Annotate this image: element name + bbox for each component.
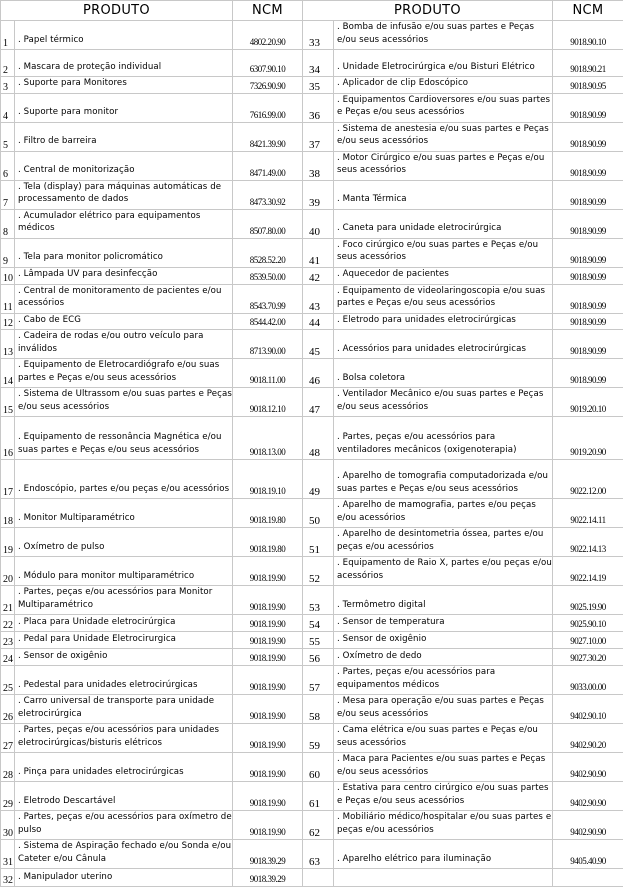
right-item-ncm: 9402.90.90 <box>553 811 623 840</box>
left-item-number: 30 <box>1 811 15 840</box>
right-item-product: . Bolsa coletora <box>334 359 553 388</box>
table-row <box>1 122 623 151</box>
right-item-product: . Aquecedor de pacientes <box>334 267 553 284</box>
table-row <box>1 388 623 417</box>
table-row <box>1 666 623 695</box>
right-item-number: 54 <box>303 615 334 632</box>
left-item-ncm: 8507.80.00 <box>233 209 303 238</box>
left-item-product: . Carro universal de transporte para unidade eletrocirúrgica <box>15 695 233 724</box>
table-row <box>1 209 623 238</box>
right-item-product: . Aparelho de mamografia, partes e/ou peças e/ou acessórios <box>334 499 553 528</box>
table-row <box>1 528 623 557</box>
left-item-number: 24 <box>1 649 15 666</box>
left-item-product: . Pedestal para unidades eletrocirúrgicas <box>15 666 233 695</box>
left-item-number: 9 <box>1 238 15 267</box>
table-row <box>1 284 623 313</box>
right-item-product: . Sistema de anestesia e/ou suas partes e Peças e/ou seus acessórios <box>334 122 553 151</box>
table-body <box>1 21 623 887</box>
left-item-product: . Oxímetro de pulso <box>15 528 233 557</box>
right-item-ncm: 9018.90.99 <box>553 238 623 267</box>
right-item-product: . Unidade Eletrocirúrgica e/ou Bisturi Elétrico <box>334 50 553 77</box>
right-item-ncm: 9402.90.90 <box>553 782 623 811</box>
right-item-product: . Equipamento de Raio X, partes e/ou peças e/ou acessórios <box>334 557 553 586</box>
left-item-product: . Pinça para unidades eletrocirúrgicas <box>15 753 233 782</box>
right-item-ncm: 9018.90.99 <box>553 151 623 180</box>
right-item-number: 63 <box>303 840 334 869</box>
left-item-product: . Sensor de oxigênio <box>15 649 233 666</box>
right-item-number: 49 <box>303 460 334 499</box>
right-item-product: . Estativa para centro cirúrgico e/ou suas partes e Peças e/ou seus acessórios <box>334 782 553 811</box>
left-item-number: 7 <box>1 180 15 209</box>
right-item-product: . Mobiliário médico/hospitalar e/ou suas partes e peças e/ou acessórios <box>334 811 553 840</box>
left-item-number: 2 <box>1 50 15 77</box>
left-item-product: . Tela para monitor policromático <box>15 238 233 267</box>
left-item-number: 15 <box>1 388 15 417</box>
right-item-ncm: 9019.20.90 <box>553 417 623 460</box>
left-item-product: . Cadeira de rodas e/ou outro veículo para inválidos <box>15 330 233 359</box>
right-item-number: 55 <box>303 632 334 649</box>
left-item-ncm: 7326.90.90 <box>233 77 303 94</box>
left-item-ncm: 8421.39.90 <box>233 122 303 151</box>
table-row <box>1 313 623 330</box>
right-item-number: 36 <box>303 93 334 122</box>
table-row <box>1 811 623 840</box>
left-item-ncm: 9018.39.29 <box>233 869 303 887</box>
right-item-number: 41 <box>303 238 334 267</box>
left-item-ncm: 9018.12.10 <box>233 388 303 417</box>
left-item-ncm: 8713.90.00 <box>233 330 303 359</box>
left-item-product: . Suporte para monitor <box>15 93 233 122</box>
left-item-product: . Lâmpada UV para desinfecção <box>15 267 233 284</box>
table-row <box>1 695 623 724</box>
right-item-ncm: 9018.90.10 <box>553 21 623 50</box>
left-item-product: . Papel térmico <box>15 21 233 50</box>
right-item-ncm: 9018.90.99 <box>553 330 623 359</box>
left-item-number: 6 <box>1 151 15 180</box>
right-item-number: 34 <box>303 50 334 77</box>
left-item-ncm: 9018.19.10 <box>233 460 303 499</box>
header-produto-right: PRODUTO <box>303 1 553 21</box>
table-row <box>1 557 623 586</box>
table-row <box>1 499 623 528</box>
right-item-ncm: 9018.90.21 <box>553 50 623 77</box>
left-item-ncm: 9018.19.90 <box>233 782 303 811</box>
table-row <box>1 753 623 782</box>
table-row <box>1 840 623 869</box>
right-item-number <box>303 869 334 887</box>
right-item-ncm <box>553 869 623 887</box>
right-item-number: 61 <box>303 782 334 811</box>
left-item-number: 14 <box>1 359 15 388</box>
right-item-product: . Partes, peças e/ou acessórios para ventiladores mecânicos (oxigenoterapia) <box>334 417 553 460</box>
right-item-ncm: 9405.40.90 <box>553 840 623 869</box>
left-item-ncm: 9018.19.80 <box>233 528 303 557</box>
left-item-number: 19 <box>1 528 15 557</box>
left-item-number: 31 <box>1 840 15 869</box>
right-item-number: 37 <box>303 122 334 151</box>
right-item-product: . Aparelho de tomografia computadorizada e/ou suas partes e Peças e/ou seus acessórios <box>334 460 553 499</box>
right-item-ncm: 9402.90.10 <box>553 695 623 724</box>
right-item-number: 58 <box>303 695 334 724</box>
right-item-ncm: 9402.90.20 <box>553 724 623 753</box>
left-item-number: 22 <box>1 615 15 632</box>
right-item-number: 62 <box>303 811 334 840</box>
left-item-number: 12 <box>1 313 15 330</box>
left-item-ncm: 9018.19.90 <box>233 557 303 586</box>
right-item-number: 48 <box>303 417 334 460</box>
right-item-number: 51 <box>303 528 334 557</box>
right-item-ncm: 9018.90.99 <box>553 267 623 284</box>
right-item-ncm: 9018.90.99 <box>553 93 623 122</box>
right-item-product: . Equipamentos Cardioversores e/ou suas partes e Peças e/ou seus acessórios <box>334 93 553 122</box>
left-item-product: . Manipulador uterino <box>15 869 233 887</box>
right-item-product: . Aparelho elétrico para iluminação <box>334 840 553 869</box>
left-item-number: 32 <box>1 869 15 887</box>
right-item-product: . Foco cirúrgico e/ou suas partes e Peças e/ou seus acessórios <box>334 238 553 267</box>
left-item-ncm: 6307.90.10 <box>233 50 303 77</box>
right-item-number: 38 <box>303 151 334 180</box>
right-item-number: 40 <box>303 209 334 238</box>
right-item-product: . Ventilador Mecânico e/ou suas partes e Peças e/ou seus acessórios <box>334 388 553 417</box>
left-item-product: . Central de monitorização <box>15 151 233 180</box>
left-item-product: . Partes, peças e/ou acessórios para Monitor Multiparamétrico <box>15 586 233 615</box>
left-item-number: 20 <box>1 557 15 586</box>
left-item-ncm: 9018.19.90 <box>233 724 303 753</box>
left-item-ncm: 9018.19.90 <box>233 811 303 840</box>
left-item-product: . Monitor Multiparamétrico <box>15 499 233 528</box>
left-item-product: . Placa para Unidade eletrocirúrgica <box>15 615 233 632</box>
right-item-product: . Aparelho de desintometria óssea, partes e/ou peças e/ou acessórios <box>334 528 553 557</box>
left-item-product: . Endoscópio, partes e/ou peças e/ou acessórios <box>15 460 233 499</box>
table-row <box>1 267 623 284</box>
right-item-product: . Bomba de infusão e/ou suas partes e Peças e/ou seus acessórios <box>334 21 553 50</box>
right-item-product <box>334 869 553 887</box>
table-row <box>1 632 623 649</box>
left-item-number: 10 <box>1 267 15 284</box>
left-item-product: . Pedal para Unidade Eletrocirurgica <box>15 632 233 649</box>
left-item-product: . Filtro de barreira <box>15 122 233 151</box>
table-row <box>1 330 623 359</box>
right-item-number: 44 <box>303 313 334 330</box>
left-item-product: . Partes, peças e/ou acessórios para oxímetro de pulso <box>15 811 233 840</box>
left-item-number: 26 <box>1 695 15 724</box>
left-item-ncm: 8473.30.92 <box>233 180 303 209</box>
right-item-ncm: 9018.90.99 <box>553 209 623 238</box>
table-row <box>1 460 623 499</box>
right-item-ncm: 9018.90.95 <box>553 77 623 94</box>
left-item-number: 29 <box>1 782 15 811</box>
right-item-number: 46 <box>303 359 334 388</box>
right-item-product: . Acessórios para unidades eletrocirúrgicas <box>334 330 553 359</box>
right-item-product: . Manta Térmica <box>334 180 553 209</box>
table-row <box>1 724 623 753</box>
right-item-number: 42 <box>303 267 334 284</box>
table-row <box>1 50 623 77</box>
left-item-number: 28 <box>1 753 15 782</box>
table-header-row <box>1 1 623 21</box>
table-row <box>1 93 623 122</box>
left-item-ncm: 4802.20.90 <box>233 21 303 50</box>
header-ncm-left: NCM <box>233 1 303 21</box>
left-item-ncm: 9018.11.00 <box>233 359 303 388</box>
right-item-number: 50 <box>303 499 334 528</box>
right-item-product: . Maca para Pacientes e/ou suas partes e Peças e/ou seus acessórios <box>334 753 553 782</box>
right-item-number: 39 <box>303 180 334 209</box>
left-item-ncm: 8543.70.99 <box>233 284 303 313</box>
table-row <box>1 151 623 180</box>
right-item-number: 33 <box>303 21 334 50</box>
table-row <box>1 77 623 94</box>
left-item-product: . Acumulador elétrico para equipamentos médicos <box>15 209 233 238</box>
left-item-ncm: 8471.49.00 <box>233 151 303 180</box>
right-item-product: . Termômetro digital <box>334 586 553 615</box>
right-item-product: . Sensor de oxigênio <box>334 632 553 649</box>
left-item-number: 27 <box>1 724 15 753</box>
table-row <box>1 238 623 267</box>
right-item-number: 59 <box>303 724 334 753</box>
left-item-product: . Equipamento de Eletrocardiógrafo e/ou suas partes e Peças e/ou seus acessórios <box>15 359 233 388</box>
left-item-ncm: 8539.50.00 <box>233 267 303 284</box>
left-item-ncm: 7616.99.00 <box>233 93 303 122</box>
right-item-ncm: 9018.90.99 <box>553 122 623 151</box>
right-item-number: 52 <box>303 557 334 586</box>
right-item-number: 57 <box>303 666 334 695</box>
left-item-product: . Central de monitoramento de pacientes e/ou acessórios <box>15 284 233 313</box>
right-item-ncm: 9033.00.00 <box>553 666 623 695</box>
right-item-ncm: 9022.14.19 <box>553 557 623 586</box>
left-item-product: . Sistema de Aspiração fechado e/ou Sonda e/ou Cateter e/ou Cânula <box>15 840 233 869</box>
right-item-product: . Motor Cirúrgico e/ou suas partes e Peças e/ou seus acessórios <box>334 151 553 180</box>
right-item-product: . Partes, peças e/ou acessórios para equipamentos médicos <box>334 666 553 695</box>
left-item-number: 11 <box>1 284 15 313</box>
left-item-number: 23 <box>1 632 15 649</box>
left-item-ncm: 9018.19.90 <box>233 586 303 615</box>
left-item-ncm: 9018.13.00 <box>233 417 303 460</box>
left-item-ncm: 9018.19.90 <box>233 615 303 632</box>
table-row <box>1 869 623 887</box>
left-item-number: 21 <box>1 586 15 615</box>
right-item-product: . Caneta para unidade eletrocirúrgica <box>334 209 553 238</box>
right-item-product: . Aplicador de clip Edoscópico <box>334 77 553 94</box>
left-item-ncm: 8544.42.00 <box>233 313 303 330</box>
right-item-ncm: 9018.90.99 <box>553 359 623 388</box>
table-row <box>1 359 623 388</box>
table-row <box>1 586 623 615</box>
left-item-product: . Sistema de Ultrassom e/ou suas partes e Peças e/ou seus acessórios <box>15 388 233 417</box>
left-item-number: 13 <box>1 330 15 359</box>
left-item-ncm: 9018.19.90 <box>233 632 303 649</box>
right-item-ncm: 9022.14.11 <box>553 499 623 528</box>
left-item-product: . Eletrodo Descartável <box>15 782 233 811</box>
table-row <box>1 615 623 632</box>
right-item-number: 47 <box>303 388 334 417</box>
right-item-number: 56 <box>303 649 334 666</box>
right-item-ncm: 9022.12.00 <box>553 460 623 499</box>
right-item-number: 43 <box>303 284 334 313</box>
right-item-product: . Cama elétrica e/ou suas partes e Peças e/ou seus acessórios <box>334 724 553 753</box>
right-item-ncm: 9018.90.99 <box>553 180 623 209</box>
right-item-product: . Equipamento de videolaringoscopia e/ou suas partes e Peças e/ou seus acessórios <box>334 284 553 313</box>
table-row <box>1 649 623 666</box>
right-item-ncm: 9027.30.20 <box>553 649 623 666</box>
left-item-number: 3 <box>1 77 15 94</box>
table-row <box>1 180 623 209</box>
table-row <box>1 417 623 460</box>
right-item-ncm: 9022.14.13 <box>553 528 623 557</box>
header-ncm-right: NCM <box>553 1 623 21</box>
right-item-number: 45 <box>303 330 334 359</box>
left-item-ncm: 9018.19.90 <box>233 753 303 782</box>
left-item-ncm: 9018.39.29 <box>233 840 303 869</box>
left-item-number: 17 <box>1 460 15 499</box>
header-produto-left: PRODUTO <box>1 1 233 21</box>
left-item-ncm: 9018.19.90 <box>233 649 303 666</box>
right-item-number: 53 <box>303 586 334 615</box>
right-item-ncm: 9402.90.90 <box>553 753 623 782</box>
left-item-number: 16 <box>1 417 15 460</box>
right-item-ncm: 9027.10.00 <box>553 632 623 649</box>
left-item-product: . Mascara de proteção individual <box>15 50 233 77</box>
left-item-product: . Módulo para monitor multiparamétrico <box>15 557 233 586</box>
right-item-ncm: 9025.19.90 <box>553 586 623 615</box>
right-item-product: . Oxímetro de dedo <box>334 649 553 666</box>
left-item-ncm: 9018.19.80 <box>233 499 303 528</box>
right-item-number: 35 <box>303 77 334 94</box>
right-item-ncm: 9025.90.10 <box>553 615 623 632</box>
table-row <box>1 21 623 50</box>
left-item-number: 25 <box>1 666 15 695</box>
right-item-ncm: 9018.90.99 <box>553 284 623 313</box>
right-item-product: . Sensor de temperatura <box>334 615 553 632</box>
left-item-number: 5 <box>1 122 15 151</box>
left-item-ncm: 8528.52.20 <box>233 238 303 267</box>
left-item-product: . Partes, peças e/ou acessórios para unidades eletrocirúrgicas/bisturis elétricos <box>15 724 233 753</box>
left-item-ncm: 9018.19.90 <box>233 666 303 695</box>
right-item-number: 60 <box>303 753 334 782</box>
left-item-number: 1 <box>1 21 15 50</box>
right-item-product: . Mesa para operação e/ou suas partes e Peças e/ou seus acessórios <box>334 695 553 724</box>
table-row <box>1 782 623 811</box>
left-item-product: . Equipamento de ressonância Magnética e/ou suas partes e Peças e/ou seus acessórios <box>15 417 233 460</box>
right-item-product: . Eletrodo para unidades eletrocirúrgicas <box>334 313 553 330</box>
left-item-number: 18 <box>1 499 15 528</box>
left-item-number: 8 <box>1 209 15 238</box>
left-item-number: 4 <box>1 93 15 122</box>
right-item-ncm: 9018.90.99 <box>553 313 623 330</box>
left-item-product: . Cabo de ECG <box>15 313 233 330</box>
left-item-product: . Tela (display) para máquinas automáticas de processamento de dados <box>15 180 233 209</box>
left-item-ncm: 9018.19.90 <box>233 695 303 724</box>
left-item-product: . Suporte para Monitores <box>15 77 233 94</box>
right-item-ncm: 9019.20.10 <box>553 388 623 417</box>
